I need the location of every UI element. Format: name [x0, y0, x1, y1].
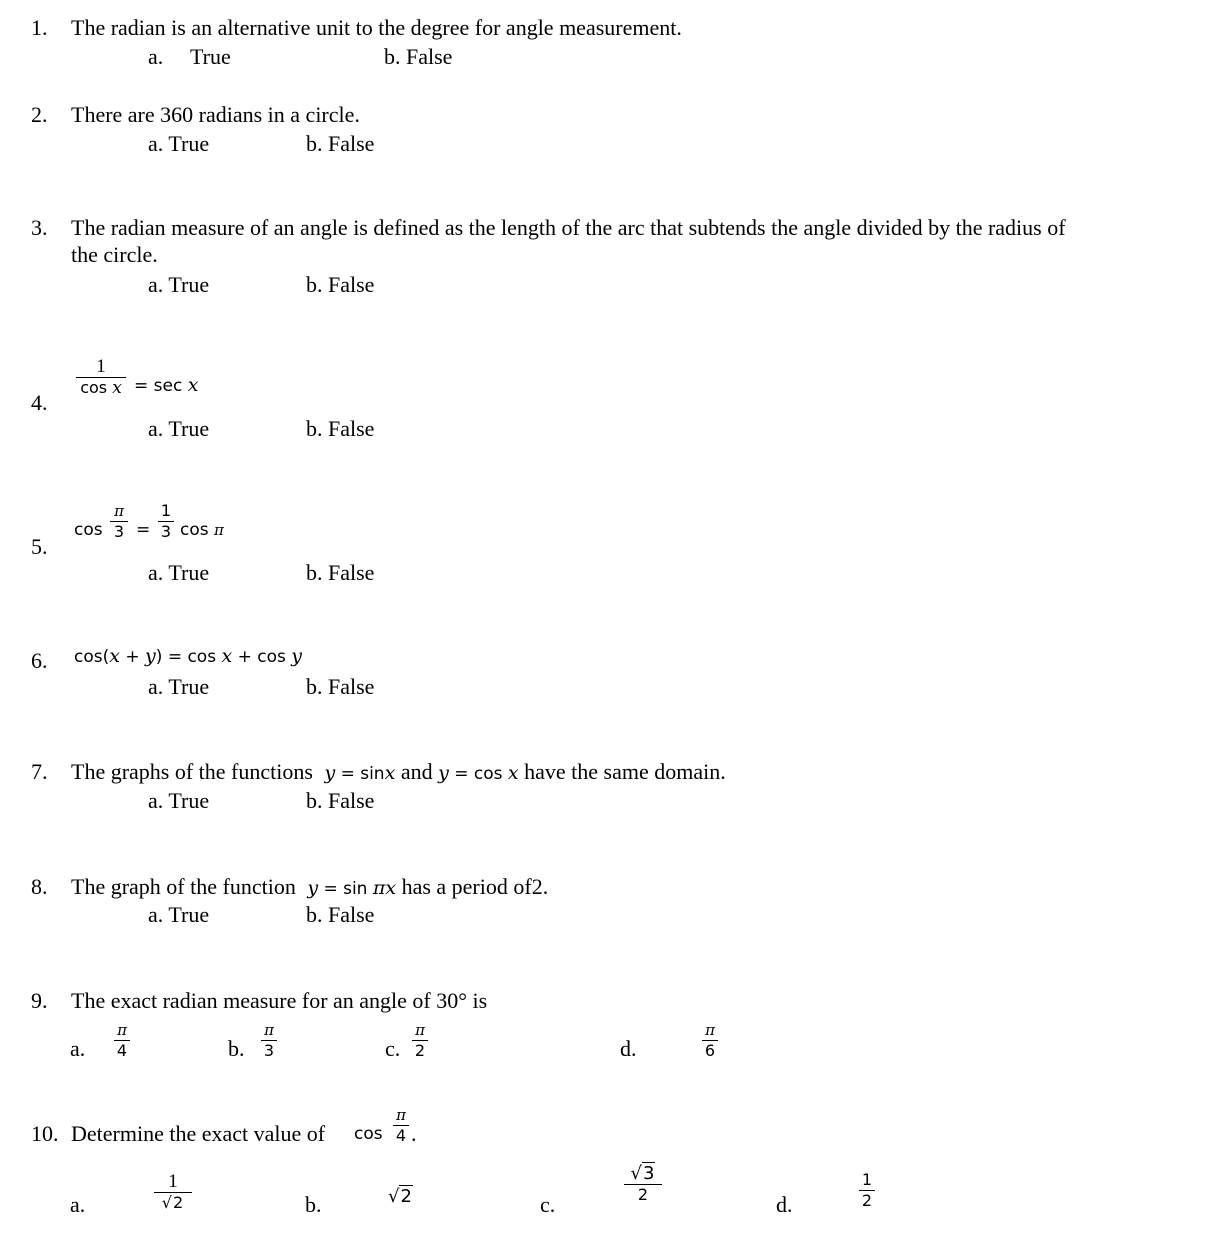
- q1-number: 1.: [31, 15, 48, 40]
- q9-option-b-value: π 3: [261, 1021, 277, 1060]
- q7-text: The graphs of the functions y = sinx and y = cos x have the same domain.: [71, 759, 726, 784]
- q10-text: Determine the exact value of: [71, 1121, 326, 1146]
- q5-one-third: 1 3: [158, 502, 174, 541]
- q4-rhs: = sec x: [134, 374, 199, 396]
- q5-cos-pi: cos π: [180, 520, 224, 540]
- q9-option-c-label: c.: [385, 1036, 401, 1061]
- q4-option-b: b. False: [306, 416, 375, 441]
- q5-equals: =: [136, 520, 151, 540]
- q8-option-b: b. False: [306, 902, 375, 927]
- q3-number: 3.: [31, 215, 48, 240]
- q9-number: 9.: [31, 988, 48, 1013]
- q8-text: The graph of the function y = sin πx has a period of2.: [71, 874, 549, 899]
- q5-cos: cos: [74, 520, 103, 540]
- q7-number: 7.: [31, 759, 48, 784]
- q1-option-a-text: True: [190, 44, 231, 69]
- q3-option-b: b. False: [306, 272, 375, 297]
- q10-option-b-label: b.: [305, 1192, 322, 1217]
- q10-number: 10.: [31, 1121, 59, 1146]
- q1-text: The radian is an alternative unit to the degree for angle measurement.: [71, 15, 682, 40]
- q9-option-d-value: π 6: [702, 1021, 718, 1060]
- q10-period: .: [411, 1121, 417, 1146]
- q2-option-b: b. False: [306, 131, 375, 156]
- q1-option-b: b. False: [384, 44, 453, 69]
- q7-option-a: a. True: [148, 788, 210, 813]
- q9-option-d-label: d.: [620, 1036, 637, 1061]
- q10-option-a-value: 1 √2: [154, 1173, 192, 1212]
- q4-rhs-var: x: [187, 374, 199, 396]
- q3-text-line1: The radian measure of an angle is defined as the length of the arc that subtends the angle divided by the radius of: [71, 215, 1066, 240]
- q10-option-b-value: √2: [388, 1186, 412, 1207]
- q9-option-a-label: a.: [70, 1036, 86, 1061]
- q5-option-b: b. False: [306, 560, 375, 585]
- q2-number: 2.: [31, 102, 48, 127]
- q4-var-x: x: [112, 378, 122, 398]
- q10-option-d-value: 1 2: [859, 1171, 875, 1210]
- q7-option-b: b. False: [306, 788, 375, 813]
- q10-option-a-label: a.: [70, 1192, 86, 1217]
- q6-equation: cos(x + y) = cos x + cos y: [74, 645, 303, 667]
- q2-text: There are 360 radians in a circle.: [71, 102, 360, 127]
- q1-option-a-label: a.: [148, 44, 164, 69]
- q4-option-a: a. True: [148, 416, 210, 441]
- q8-number: 8.: [31, 874, 48, 899]
- q10-option-c-label: c.: [540, 1192, 556, 1217]
- q5-number: 5.: [31, 534, 48, 559]
- q4-number: 4.: [31, 390, 48, 415]
- q9-text: The exact radian measure for an angle of 30° is: [71, 988, 488, 1013]
- q10-pi-over-4: π 4: [393, 1106, 409, 1145]
- q4-fraction-numerator: 1: [96, 356, 106, 377]
- q10-option-c-value: √3 2: [624, 1165, 662, 1204]
- q5-option-a: a. True: [148, 560, 210, 585]
- q3-option-a: a. True: [148, 272, 210, 297]
- q9-option-a-value: π 4: [114, 1021, 130, 1060]
- q9-option-b-label: b.: [228, 1036, 245, 1061]
- q6-number: 6.: [31, 648, 48, 673]
- q4-fraction-denominator: cos: [80, 378, 108, 397]
- q6-option-b: b. False: [306, 674, 375, 699]
- q9-option-c-value: π 2: [412, 1021, 428, 1060]
- q2-option-a: a. True: [148, 131, 210, 156]
- q5-pi-over-3: π 3: [110, 502, 128, 541]
- q10-cos: cos: [354, 1124, 383, 1144]
- q3-text-line2: the circle.: [71, 242, 158, 267]
- q10-option-d-label: d.: [776, 1192, 793, 1217]
- q6-option-a: a. True: [148, 674, 210, 699]
- q8-option-a: a. True: [148, 902, 210, 927]
- q4-fraction: [76, 358, 126, 397]
